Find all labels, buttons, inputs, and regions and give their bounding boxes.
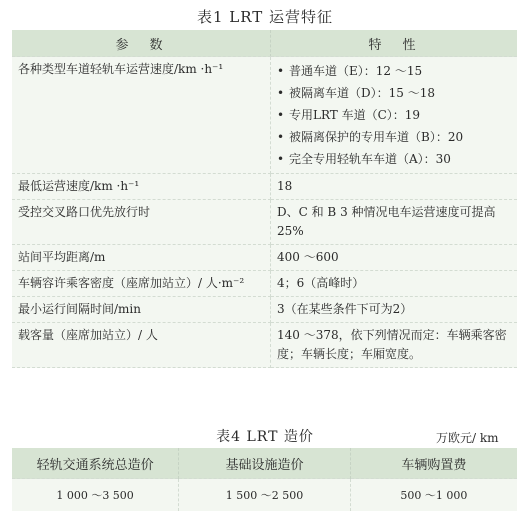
table-row (12, 323, 517, 368)
row-value: 3（在某些条件下可为2） (271, 297, 518, 323)
list-item: • 被隔离车道（D）：15 ～18 (277, 82, 511, 104)
total-cost-value: 1 000 ～3 500 (12, 479, 179, 512)
row-param: 站间平均距离/m (12, 245, 271, 271)
table-header-row (12, 30, 517, 57)
header-infrastructure-cost: 基础设施造价 (179, 448, 351, 479)
table-row (12, 245, 517, 271)
row-value: 400 ～600 (271, 245, 518, 271)
table-row (12, 479, 517, 512)
speed-list (277, 60, 511, 170)
list-item: • 普通车道（E）：12 ～15 (277, 60, 511, 82)
table-header-row (12, 448, 517, 479)
row-param: 各种类型车道轻轨车运营速度/km ·h⁻¹ (12, 57, 271, 174)
row-param: 最低运营速度/km ·h⁻¹ (12, 174, 271, 200)
row-value: 140 ～378，依下列情况而定：车辆乘客密度；车辆长度；车厢宽度。 (271, 323, 518, 368)
infrastructure-cost-value: 1 500 ～2 500 (179, 479, 351, 512)
table3-title: 表1 LRT 运营特征 (196, 8, 334, 26)
row-param: 最小运行间隔时间/min (12, 297, 271, 323)
row-param: 车辆容许乘客密度（座席加站立）/ 人·m⁻² (12, 271, 271, 297)
lrt-cost-table (12, 448, 517, 511)
header-vehicle-cost: 车辆购置费 (350, 448, 517, 479)
row-value: D、C 和 B 3 种情况电车运营速度可提高25% (271, 200, 518, 245)
lrt-operating-characteristics-table (12, 30, 517, 368)
row-param: 载客量（座席加站立）/ 人 (12, 323, 271, 368)
vehicle-cost-value: 500 ～1 000 (350, 479, 517, 512)
header-total-cost: 轻轨交通系统总造价 (12, 448, 179, 479)
table-row (12, 297, 517, 323)
table-row (12, 57, 517, 174)
header-param: 参 数 (12, 30, 271, 57)
table4-unit: 万欧元/ km (436, 431, 499, 445)
row-param: 受控交叉路口优先放行时 (12, 200, 271, 245)
row-value: 4；6（高峰时） (271, 271, 518, 297)
table4-title: 表4 LRT 造价 (216, 429, 314, 445)
table-row (12, 200, 517, 245)
list-item: • 完全专用轻轨车车道（A）：30 (277, 148, 511, 170)
list-item: • 专用LRT 车道（C）：19 (277, 104, 511, 126)
header-feature: 特 性 (271, 30, 518, 57)
table-row (12, 174, 517, 200)
row-value: 18 (271, 174, 518, 200)
table-row (12, 271, 517, 297)
list-item: • 被隔离保护的专用车道（B）：20 (277, 126, 511, 148)
row-value (271, 57, 518, 174)
